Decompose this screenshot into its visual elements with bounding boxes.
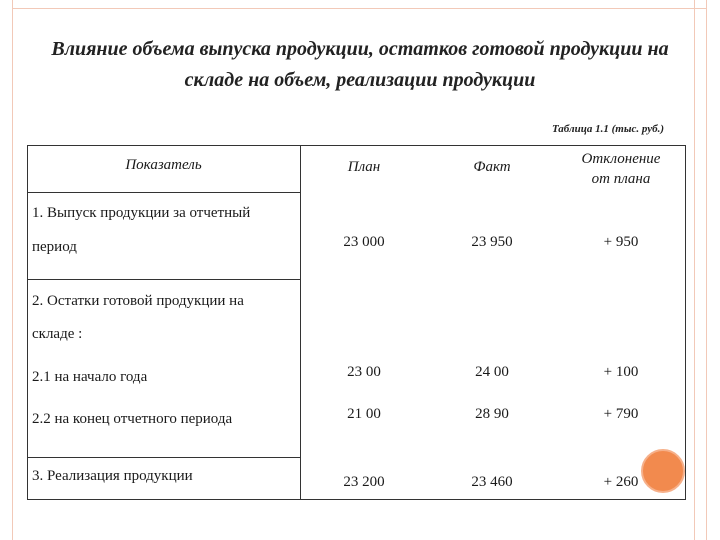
table-border-bottom — [27, 499, 686, 500]
row2-1-deviation: + 100 — [603, 364, 639, 380]
header-indicator: Показатель — [125, 157, 202, 173]
row1-label-line1: 1. Выпуск продукции за отчетный — [32, 205, 251, 221]
slide-title: Влияние объема выпуска продукции, остатков готовой продукции на складе на объем, реализации продукции — [51, 38, 669, 91]
slide-frame-top-line — [12, 8, 707, 9]
row2-1-label: 2.1 на начало года — [32, 369, 148, 385]
slide-frame-right-outer-line — [706, 0, 707, 540]
row2-2-plan: 21 00 — [347, 406, 381, 422]
table-divider-header — [27, 192, 300, 193]
row1-plan: 23 000 — [343, 234, 385, 250]
table-column-divider — [300, 145, 301, 500]
row2-2-fact: 28 90 — [475, 406, 509, 422]
row2-1-fact: 24 00 — [475, 364, 509, 380]
row2-2-deviation: + 790 — [603, 406, 639, 422]
table-border-left — [27, 145, 28, 500]
row3-deviation: + 260 — [603, 474, 639, 490]
row3-label: 3. Реализация продукции — [32, 468, 193, 484]
decorative-circle — [641, 449, 685, 493]
row2-2-label: 2.2 на конец отчетного периода — [32, 411, 233, 427]
data-table — [27, 145, 686, 500]
header-fact: Факт — [473, 159, 511, 175]
row1-label-line2: период — [32, 239, 77, 255]
header-plan: План — [347, 159, 381, 175]
row2-label-line1: 2. Остатки готовой продукции на — [32, 293, 244, 309]
header-deviation-line2: от плана — [591, 171, 651, 187]
row3-plan: 23 200 — [343, 474, 385, 490]
row1-fact: 23 950 — [471, 234, 513, 250]
row1-deviation: + 950 — [603, 234, 639, 250]
table-border-right — [685, 145, 686, 500]
row3-fact: 23 460 — [471, 474, 513, 490]
slide-frame-right-inner-line — [694, 0, 695, 540]
table-divider-row1 — [27, 279, 300, 280]
table-caption: Таблица 1.1 (тыс. руб.) — [551, 123, 664, 135]
row2-1-plan: 23 00 — [347, 364, 381, 380]
header-deviation — [556, 149, 686, 189]
table-border-top — [27, 145, 686, 146]
header-deviation-line1: Отклонение — [581, 151, 661, 167]
row2-label-line2: складе : — [32, 326, 83, 342]
slide-frame-left-line — [12, 0, 13, 540]
table-divider-row3 — [27, 457, 300, 458]
